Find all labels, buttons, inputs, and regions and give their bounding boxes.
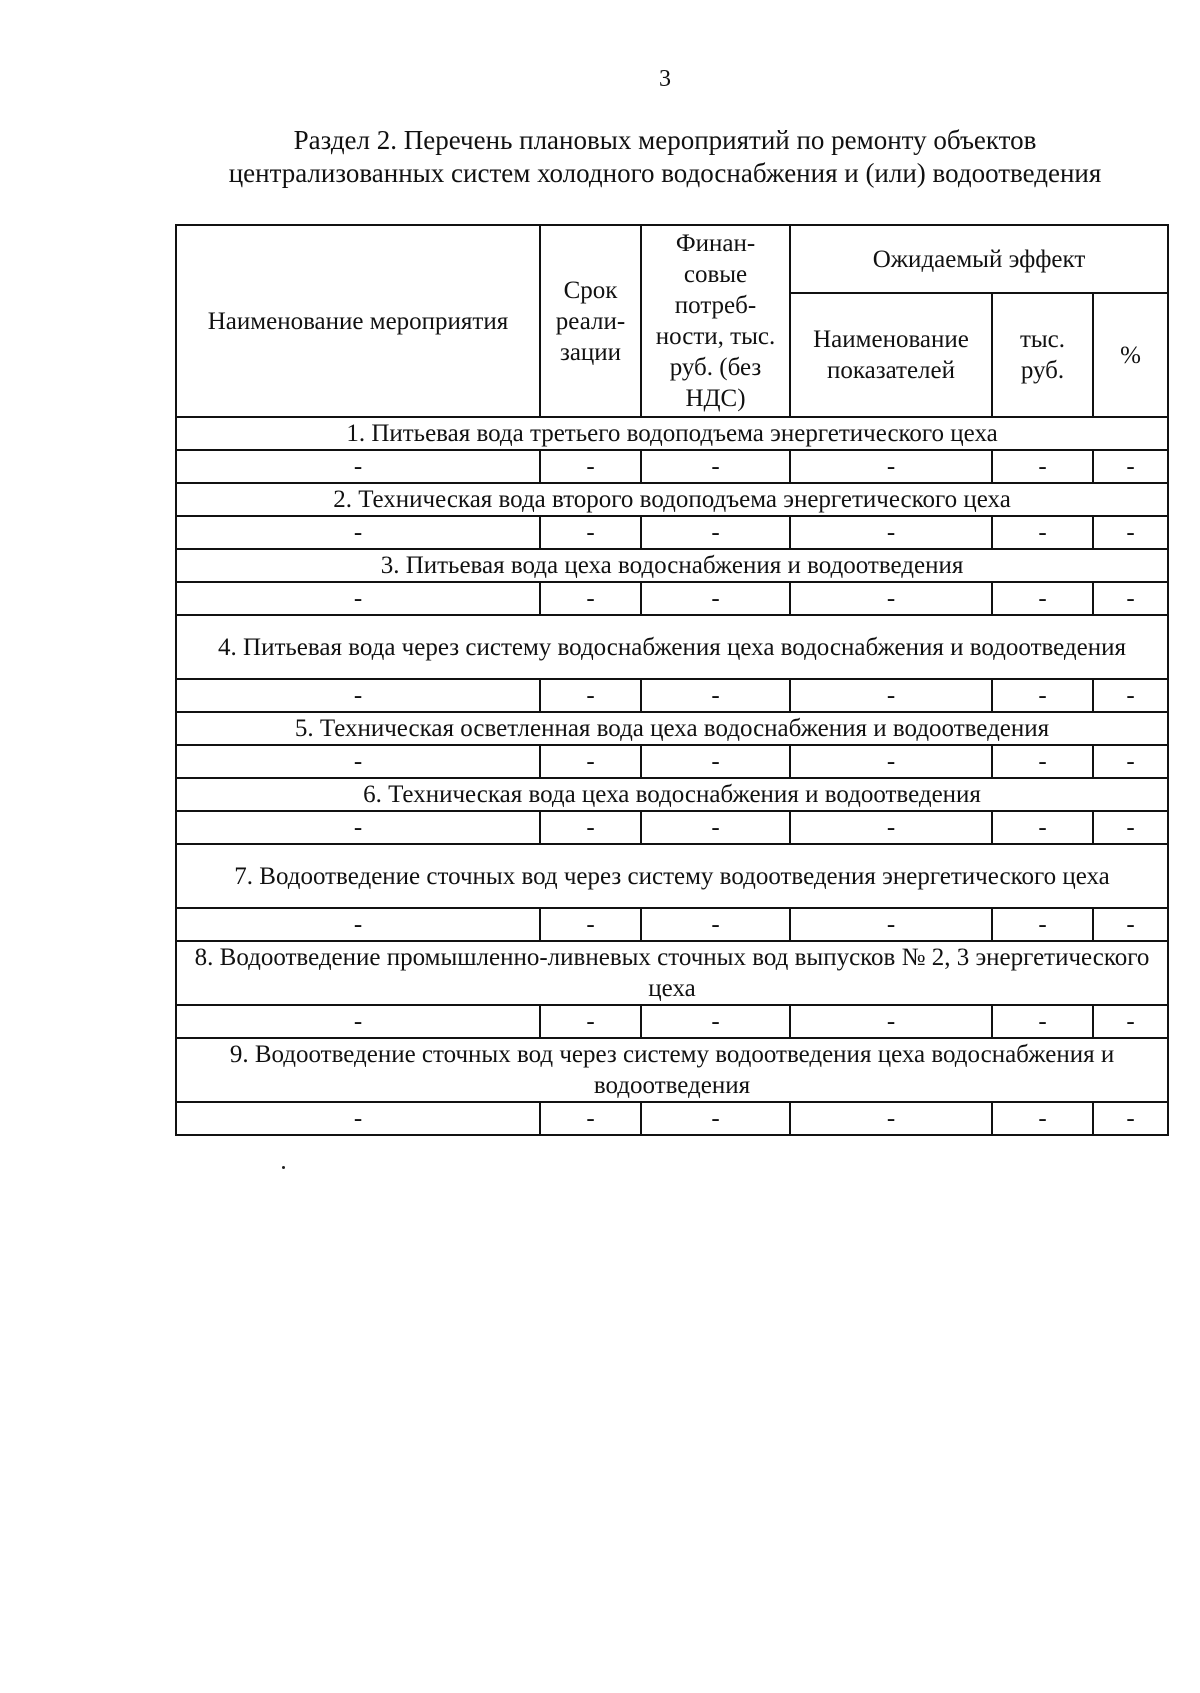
table-row xyxy=(176,1102,1168,1135)
table-cell: - xyxy=(641,679,790,712)
table-cell: - xyxy=(992,1102,1093,1135)
section-title-line-2: централизованных систем холодного водоснабжения и (или) водоотведения xyxy=(228,158,1102,188)
table-cell: - xyxy=(992,516,1093,549)
header-term: Срок реали-зации xyxy=(540,225,641,417)
table-cell: - xyxy=(1093,1102,1168,1135)
section-row xyxy=(176,417,1168,450)
table-cell: - xyxy=(992,582,1093,615)
section-row xyxy=(176,941,1168,1005)
header-indicator: Наименование показателей xyxy=(790,293,992,417)
table-cell: - xyxy=(790,450,992,483)
table-cell: - xyxy=(1093,745,1168,778)
section-row xyxy=(176,483,1168,516)
table-cell: - xyxy=(641,811,790,844)
table-cell: - xyxy=(1093,679,1168,712)
section-row xyxy=(176,549,1168,582)
table-row xyxy=(176,1005,1168,1038)
section-title-cell: 2. Техническая вода второго водоподъема энергетического цеха xyxy=(176,483,1168,516)
header-name: Наименование мероприятия xyxy=(176,225,540,417)
table-cell: - xyxy=(1093,811,1168,844)
table-cell: - xyxy=(540,908,641,941)
table-cell: - xyxy=(176,679,540,712)
table-cell: - xyxy=(1093,516,1168,549)
table-cell: - xyxy=(992,908,1093,941)
header-row xyxy=(176,225,1168,293)
section-title-cell: 6. Техническая вода цеха водоснабжения и водоотведения xyxy=(176,778,1168,811)
table-cell: - xyxy=(540,516,641,549)
table-cell: - xyxy=(176,582,540,615)
table-cell: - xyxy=(992,679,1093,712)
table-cell: - xyxy=(992,745,1093,778)
table-cell: - xyxy=(641,908,790,941)
table-cell: - xyxy=(176,908,540,941)
table-cell: - xyxy=(992,1005,1093,1038)
section-row xyxy=(176,778,1168,811)
table-cell: - xyxy=(540,450,641,483)
table-cell: - xyxy=(790,679,992,712)
section-title-cell: 5. Техническая осветленная вода цеха водоснабжения и водоотведения xyxy=(176,712,1168,745)
table-cell: - xyxy=(540,1005,641,1038)
table-cell: - xyxy=(176,516,540,549)
table-cell: - xyxy=(540,811,641,844)
table-cell: - xyxy=(1093,582,1168,615)
table-row xyxy=(176,450,1168,483)
table-cell: - xyxy=(1093,450,1168,483)
section-title-cell: 4. Питьевая вода через систему водоснабжения цеха водоснабжения и водоотведения xyxy=(176,615,1168,679)
section-title-cell: 8. Водоотведение промышленно-ливневых сточных вод выпусков № 2, 3 энергетического цеха xyxy=(176,941,1168,1005)
table-row xyxy=(176,745,1168,778)
table-cell: - xyxy=(641,450,790,483)
header-effect: Ожидаемый эффект xyxy=(790,225,1168,293)
header-thousand-rub: тыс. руб. xyxy=(992,293,1093,417)
table-cell: - xyxy=(540,745,641,778)
section-title xyxy=(195,124,1135,190)
table-cell: - xyxy=(641,582,790,615)
table-cell: - xyxy=(790,908,992,941)
section-title-cell: 1. Питьевая вода третьего водоподъема энергетического цеха xyxy=(176,417,1168,450)
table-row xyxy=(176,908,1168,941)
table-cell: - xyxy=(790,811,992,844)
table-cell: - xyxy=(540,679,641,712)
table-cell: - xyxy=(176,745,540,778)
table-row xyxy=(176,679,1168,712)
section-title-line-1: Раздел 2. Перечень плановых мероприятий по ремонту объектов xyxy=(293,125,1037,155)
section-row xyxy=(176,712,1168,745)
table-cell: - xyxy=(992,450,1093,483)
table-cell: - xyxy=(790,516,992,549)
section-title-cell: 9. Водоотведение сточных вод через систему водоотведения цеха водоснабжения и водоотведения xyxy=(176,1038,1168,1102)
section-row xyxy=(176,1038,1168,1102)
table-cell: - xyxy=(790,745,992,778)
section-row xyxy=(176,615,1168,679)
table-row xyxy=(176,516,1168,549)
table-cell: - xyxy=(176,1005,540,1038)
table-cell: - xyxy=(1093,908,1168,941)
table-cell: - xyxy=(176,450,540,483)
header-percent: % xyxy=(1093,293,1168,417)
table-cell: - xyxy=(790,1102,992,1135)
table-cell: - xyxy=(790,1005,992,1038)
table-cell: - xyxy=(176,1102,540,1135)
section-row xyxy=(176,844,1168,908)
table-row xyxy=(176,582,1168,615)
table-cell: - xyxy=(641,516,790,549)
page-number: 3 xyxy=(659,66,671,92)
table-cell: - xyxy=(641,1102,790,1135)
table-cell: - xyxy=(540,1102,641,1135)
table-cell: - xyxy=(540,582,641,615)
table-row xyxy=(176,811,1168,844)
section-title-cell: 7. Водоотведение сточных вод через систему водоотведения энергетического цеха xyxy=(176,844,1168,908)
table-cell: - xyxy=(1093,1005,1168,1038)
table-cell: - xyxy=(641,745,790,778)
table-cell: - xyxy=(641,1005,790,1038)
header-finance: Финан-совые потреб-ности, тыс. руб. (без НДС) xyxy=(641,225,790,417)
table-cell: - xyxy=(176,811,540,844)
table-cell: - xyxy=(992,811,1093,844)
stray-dot xyxy=(282,1166,285,1169)
section-title-cell: 3. Питьевая вода цеха водоснабжения и водоотведения xyxy=(176,549,1168,582)
table-cell: - xyxy=(790,582,992,615)
plan-table xyxy=(175,224,1169,1136)
